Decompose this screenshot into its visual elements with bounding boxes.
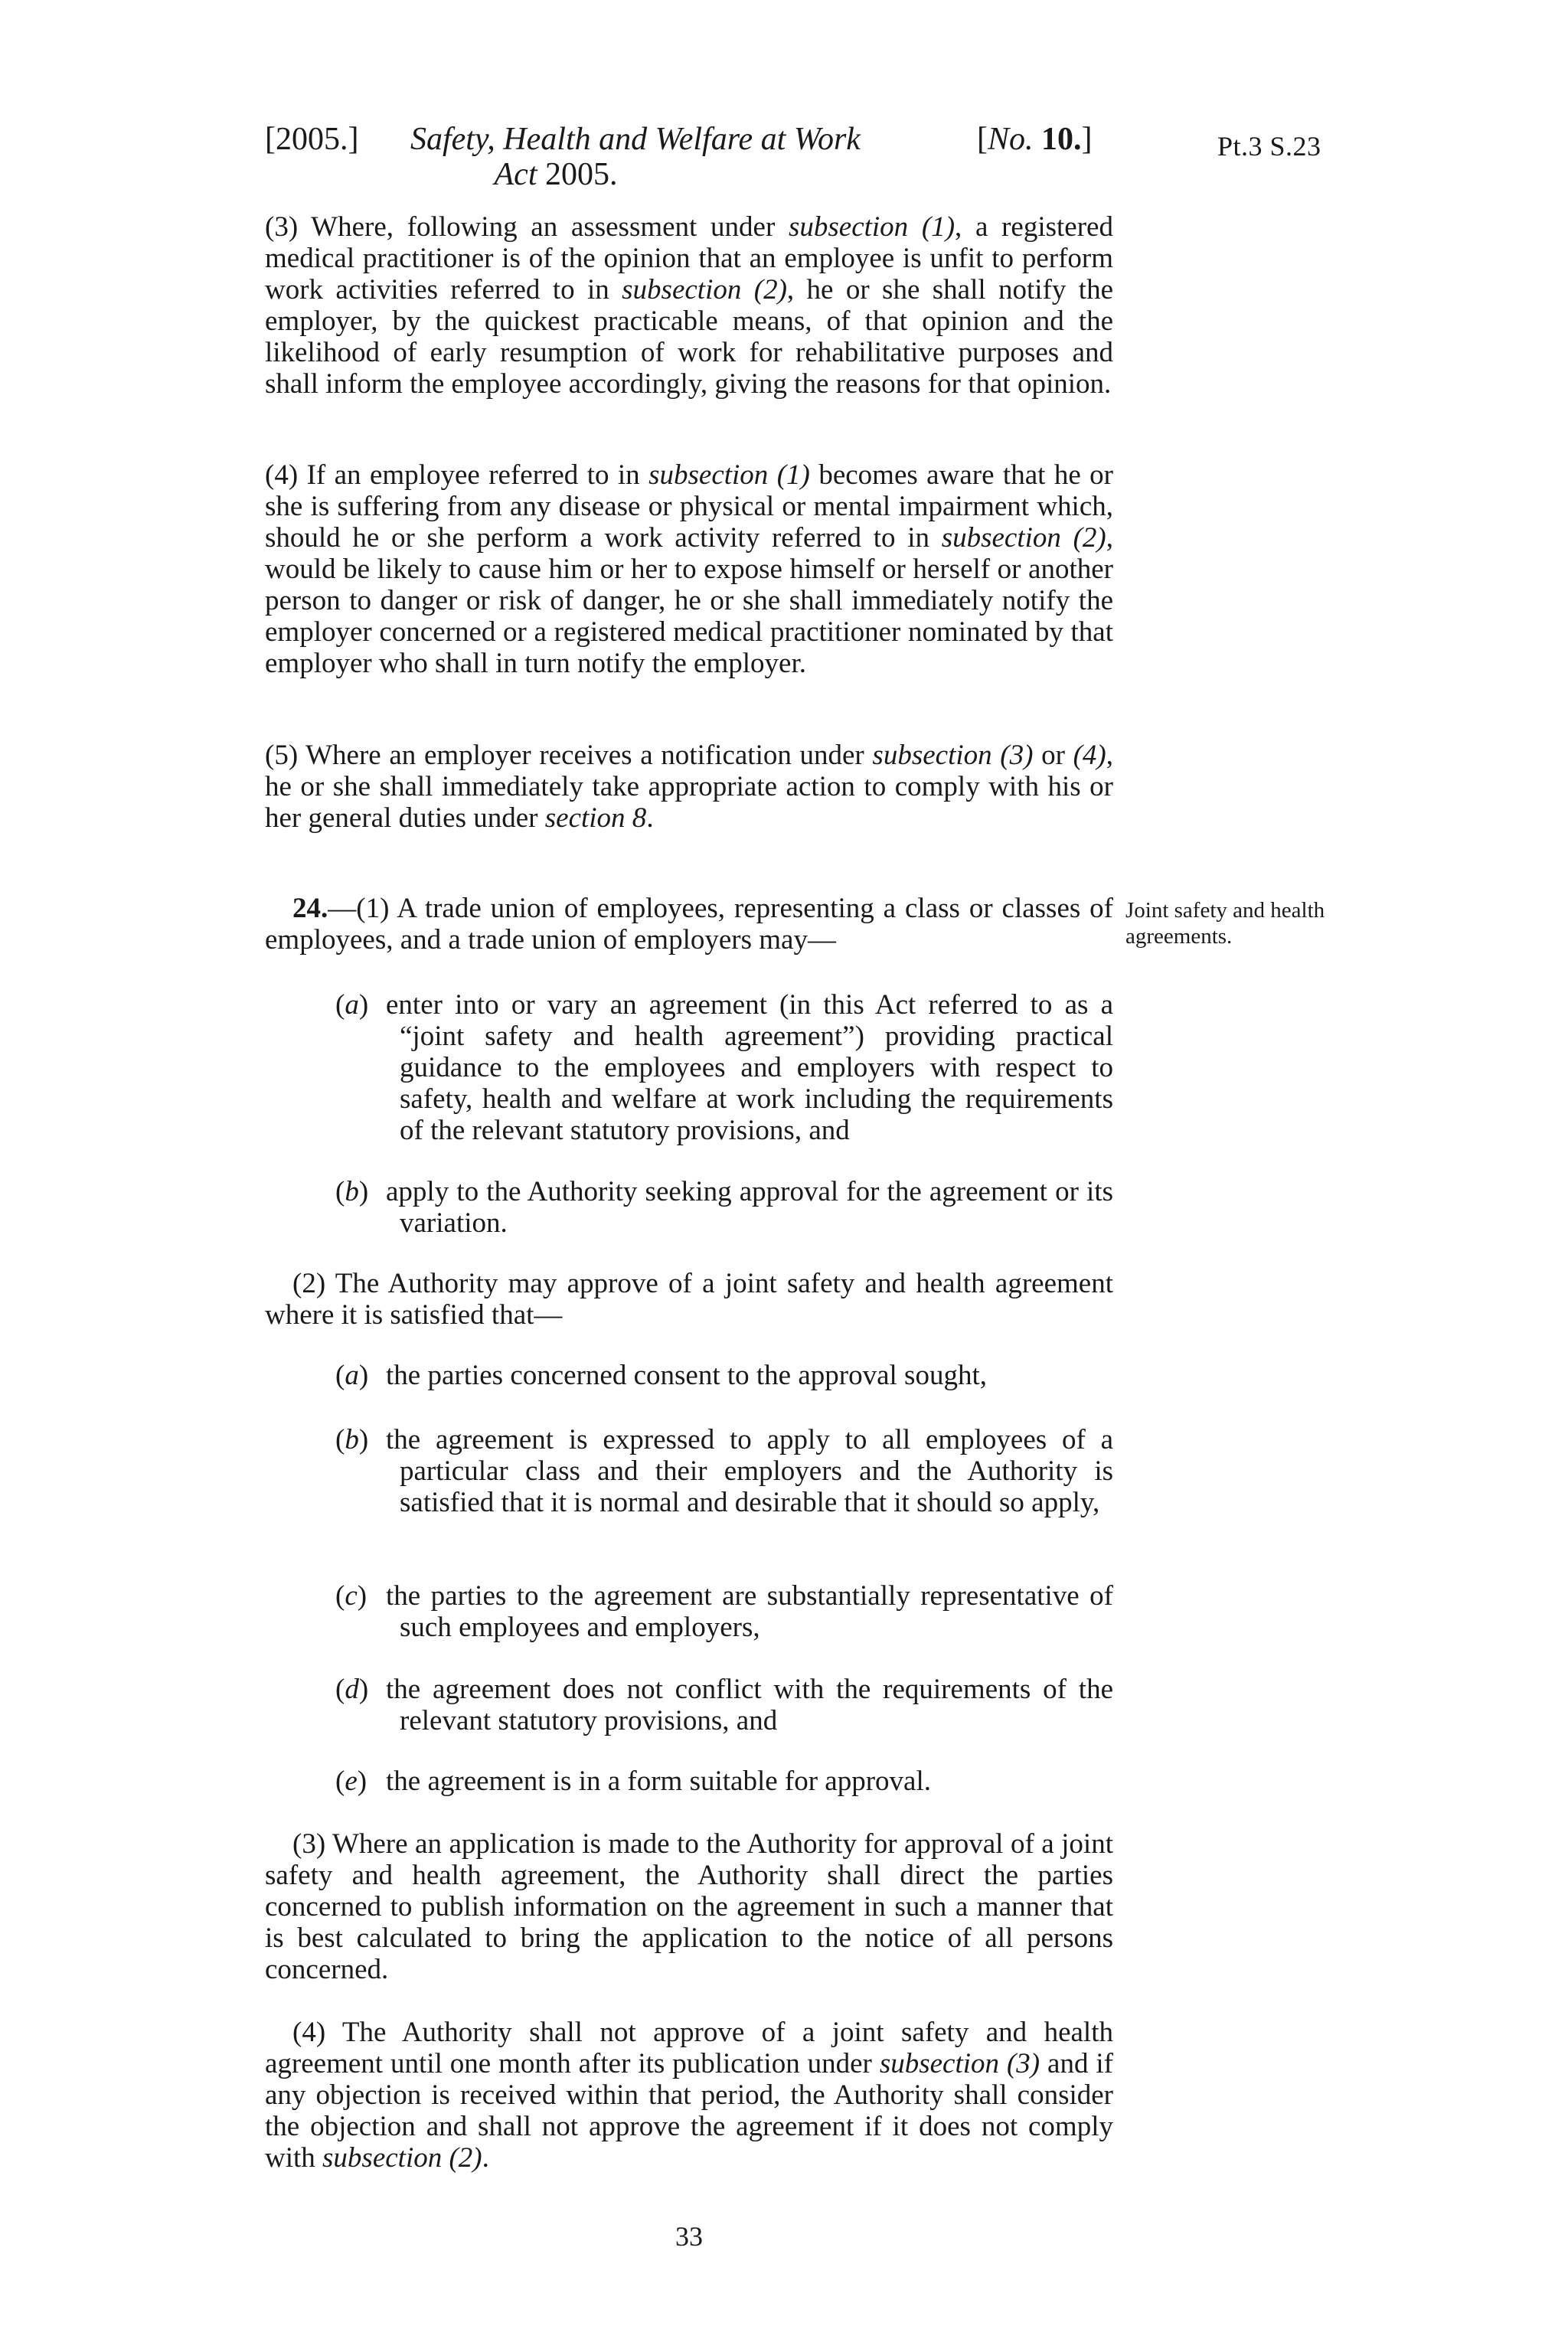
margin-note: Joint safety and health agreements. bbox=[1125, 898, 1325, 949]
header-title: Safety, Health and Welfare at Work bbox=[410, 122, 861, 157]
list-item: (a) enter into or vary an agreement (in this Act referred to as a “joint safety and health agreement”) providing practical guidance to the employees and employers with respect to safety, health and welfare at work including the requirements of the relevant statutory provisions, and bbox=[335, 989, 1113, 1146]
s23-subsection-4: (4) If an employee referred to in subsection (1) becomes aware that he or she is suffering from any disease or physical or mental impairment which, should he or she perform a work activity referred to in subsection (2), would be likely to cause him or her to expose himself or herself or another person to danger or risk of danger, he or she shall immediately notify the employer concerned or a registered medical practitioner nominated by that employer who shall in turn notify the employer. bbox=[265, 459, 1113, 679]
section-number: 24. bbox=[292, 893, 328, 924]
s24-subsection-3: (3) Where an application is made to the Authority for approval of a joint safety and health agreement, the Authority shall direct the parties concerned to publish information on the agreement in such a manner that is best calculated to bring the application to the notice of all persons concerned. bbox=[265, 1828, 1113, 1985]
header-act: Act 2005. bbox=[494, 157, 618, 192]
s24-subsection-1: 24.—(1) A trade union of employees, representing a class or classes of employees, and a trade union of employers may— bbox=[265, 893, 1113, 956]
page-number: 33 bbox=[675, 2221, 703, 2252]
header-year: [2005.] bbox=[265, 122, 359, 157]
s23-subsection-3: (3) Where, following an assessment under subsection (1), a registered medical practitioner is of the opinion that an employee is unfit to perform work activities referred to in subsection (2), he or she shall notify the employer, by the quickest practicable means, of that opinion and the likelihood of early resumption of work for rehabilitative purposes and shall inform the employee accordingly, giving the reasons for that opinion. bbox=[265, 211, 1113, 400]
list-item: (a) the parties concerned consent to the approval sought, bbox=[335, 1360, 987, 1391]
header-number: [No. 10.] bbox=[977, 122, 1093, 157]
list-item: (b) the agreement is expressed to apply to all employees of a particular class and their employers and the Authority is satisfied that it is normal and desirable that it should so apply, bbox=[335, 1424, 1113, 1518]
list-item: (d) the agreement does not conflict with the requirements of the relevant statutory provisions, and bbox=[335, 1674, 1113, 1736]
list-item: (b) apply to the Authority seeking approval for the agreement or its variation. bbox=[335, 1176, 1113, 1239]
s24-subsection-4: (4) The Authority shall not approve of a joint safety and health agreement until one month after its publication under subsection (3) and if any objection is received within that period, the Authority shall consider the objection and shall not approve the agreement if it does not comply with subsection (2). bbox=[265, 2017, 1113, 2174]
part-section-reference: Pt.3 S.23 bbox=[1217, 131, 1321, 162]
s24-subsection-2: (2) The Authority may approve of a joint safety and health agreement where it is satisfied that— bbox=[265, 1268, 1113, 1331]
list-item: (e) the agreement is in a form suitable for approval. bbox=[335, 1766, 931, 1797]
s23-subsection-5: (5) Where an employer receives a notification under subsection (3) or (4), he or she shall immediately take appropriate action to comply with his or her general duties under section 8. bbox=[265, 740, 1113, 834]
list-item: (c) the parties to the agreement are substantially representative of such employees and employers, bbox=[335, 1580, 1113, 1643]
